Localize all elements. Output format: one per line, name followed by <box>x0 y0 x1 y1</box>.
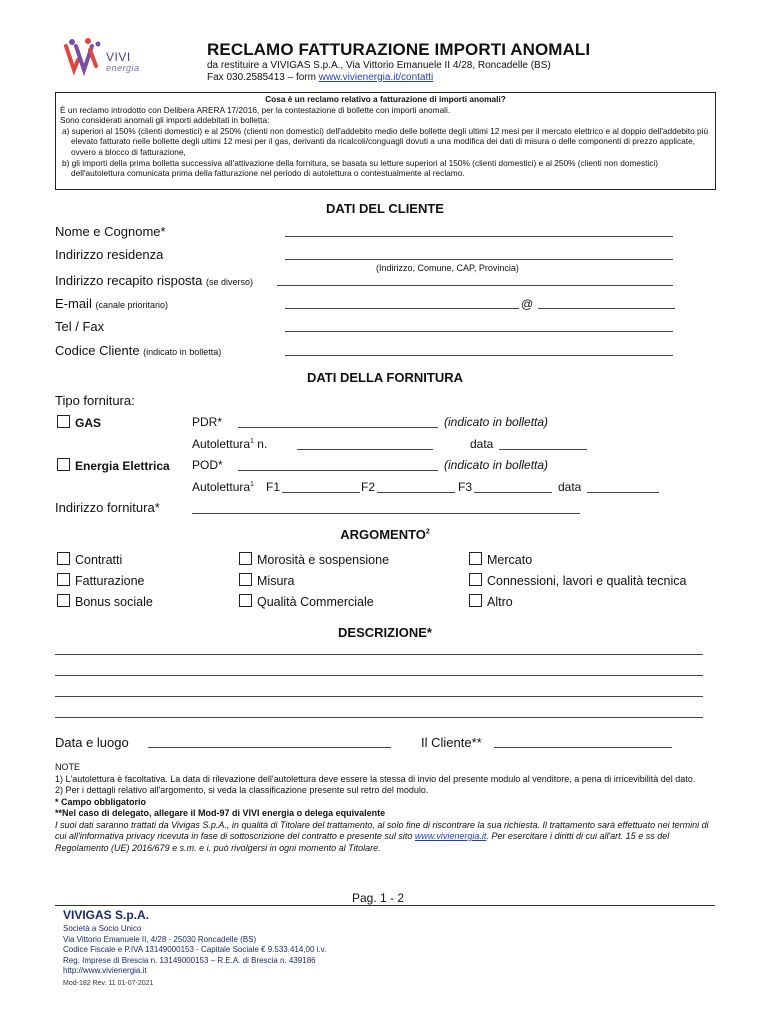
info-b: b) gli importi della prima bolletta successiva all'attivazione della fornitura, se basata su letture superiori al 150% (clienti domestici) e al 250% (clienti non domestici) dell'autolettura comunicata prima della fatturazione nel periodo di autolettura o contestualmente al reclamo. <box>62 157 659 179</box>
contact-link[interactable]: www.vivienergia.it/contatti <box>318 72 434 83</box>
email-at: @ <box>521 297 534 311</box>
gas-autolettura-label: Autolettura$^1$ n. <box>192 437 268 451</box>
nome-field[interactable] <box>285 236 673 237</box>
ee-autolettura-label: Autolettura$^1$ <box>192 480 254 494</box>
cliente-firma-field[interactable] <box>494 747 672 748</box>
indirizzo-field[interactable] <box>285 259 673 260</box>
header-subtitle: da restituire a VIVIGAS S.p.A., Via Vittorio Emanuele II 4/28, Roncadelle (BS) Fax 030.2585413 – form www.vivienergia.it/contatti <box>207 60 551 83</box>
checkbox[interactable] <box>239 594 252 607</box>
argomento-contratti[interactable]: Contratti <box>57 552 122 567</box>
tipo-label: Tipo fornitura: <box>55 393 135 408</box>
f2-field[interactable] <box>377 492 455 493</box>
section-argomento-heading: ARGOMENTO$^2$ <box>340 527 430 542</box>
section-fornitura-heading: DATI DELLA FORNITURA <box>307 370 463 385</box>
info-heading: Cosa è un reclamo relativo a fatturazione di importi anomali? <box>265 94 506 104</box>
checkbox[interactable] <box>469 573 482 586</box>
gas-data-label: data <box>470 437 494 451</box>
argomento-mercato[interactable]: Mercato <box>469 552 532 567</box>
info-p1: È un reclamo introdotto con Delibera ARERA 17/2016, per la contestazione di bollette con importi anomali. <box>60 104 451 115</box>
argomento-bonus-sociale[interactable]: Bonus sociale <box>57 594 153 609</box>
argomento-qualita-commerciale[interactable]: Qualità Commerciale <box>239 594 374 609</box>
codice-label: Codice Cliente (indicato in bolletta) <box>55 343 222 358</box>
descrizione-line-3[interactable] <box>55 696 703 697</box>
email-label: E-mail (canale prioritario) <box>55 296 168 311</box>
checkbox[interactable] <box>239 552 252 565</box>
indirizzo-label: Indirizzo residenza <box>55 247 164 262</box>
notes <box>55 762 715 854</box>
pdr-field[interactable] <box>238 427 438 428</box>
ee-option[interactable]: Energia Elettrica <box>57 458 170 473</box>
nome-label: Nome e Cognome* <box>55 224 166 239</box>
indirizzo-fornitura-field[interactable] <box>192 513 580 514</box>
tel-label: Tel / Fax <box>55 319 105 334</box>
f3-label: F3 <box>458 480 473 494</box>
indirizzo-hint: (Indirizzo, Comune, CAP, Provincia) <box>376 263 519 273</box>
checkbox[interactable] <box>57 573 70 586</box>
email-field-user[interactable] <box>285 308 519 309</box>
logo-sub: energia <box>106 63 140 73</box>
gas-option[interactable]: GAS <box>57 415 101 430</box>
footer-rule <box>55 905 715 906</box>
notes-title: NOTE <box>55 762 81 772</box>
argomento-connessioni[interactable]: Connessioni, lavori e qualità tecnica <box>469 573 686 588</box>
gas-data-field[interactable] <box>499 449 587 450</box>
note-privacy: I suoi dati saranno trattati da Vivigas S.p.A., in qualità di Titolare del trattamento, al solo fine di riscontrare la sua richiesta. Il trattamento sarà effettuato nei termini di cui all'informativa privacy ricevuta in fase di sottoscrizione del contratto e presente sul sito www.vivienergia.it. Per esercitare i diritti di cui all'art. 15 e ss del Regolamento (UE) 2016/679 e s.m. e i. può rivolgersi in ogni momento al Titolare. <box>55 819 709 853</box>
logo-word: VIVI <box>106 50 131 64</box>
argomento-fatturazione[interactable]: Fatturazione <box>57 573 144 588</box>
codice-field[interactable] <box>285 355 673 356</box>
pdr-hint: (indicato in bolletta) <box>444 415 549 429</box>
note-campo: * Campo obbligatorio <box>55 796 146 807</box>
indirizzo-fornitura-label: Indirizzo fornitura* <box>55 500 160 515</box>
module-revision: Mod-182 Rev. 11 01-07-2021 <box>63 980 154 987</box>
tel-field[interactable] <box>285 331 673 332</box>
email-field-domain[interactable] <box>538 308 675 309</box>
info-a: a) superiori al 150% (clienti domestici) e al 250% (clienti non domestici) dell'addebito medio delle bollette degli ultimi 12 mesi per il mercato elettrico e al doppio dell'addebito più elevato fatturato nelle bollette degli ultimi 12 mesi per il gas, derivanti da ricalcoli/conguagli dovuti a una modifica dei dati di misura o delle componenti di prezzo applicate, ovvero a blocco di fatturazione, <box>62 125 709 157</box>
descrizione-line-4[interactable] <box>55 717 703 718</box>
info-p2: Sono considerati anomali gli importi addebitati in bolletta: <box>60 115 270 126</box>
page-title: RECLAMO FATTURAZIONE IMPORTI ANOMALI <box>207 40 591 59</box>
page-number: Pag. 1 - 2 <box>352 891 405 905</box>
f1-field[interactable] <box>282 492 360 493</box>
note-delegato: **Nel caso di delegato, allegare il Mod-97 di VIVI energia o delega equivalente <box>55 808 386 818</box>
privacy-link[interactable]: www.vivienergia.it <box>414 831 487 841</box>
descrizione-line-2[interactable] <box>55 675 703 676</box>
gas-autolettura-field[interactable] <box>297 449 433 450</box>
argomento-altro[interactable]: Altro <box>469 594 513 609</box>
footer-info: Società a Socio Unico Via Vittorio Emanuele II, 4/28 - 25030 Roncadelle (BS) Codice Fiscale e P.IVA 13149000153 - Capitale Sociale € 9.533.414,00 i.v. Reg. Imprese di Brescia n. 13149000153 – R.E.A. di Brescia n. 439186 http://www.vivienergia.it <box>63 924 327 976</box>
note-1: 1) L'autolettura è facoltativa. La data di rilevazione dell'autolettura deve essere la stessa di invio del presente modulo al venditore, a pena di irricevibilità del dato. <box>55 773 696 784</box>
checkbox[interactable] <box>57 594 70 607</box>
pod-hint: (indicato in bolletta) <box>444 458 549 472</box>
section-descrizione-heading: DESCRIZIONE* <box>338 625 432 640</box>
f1-label: F1 <box>266 480 281 494</box>
ee-checkbox[interactable] <box>57 458 70 471</box>
info-box <box>55 92 716 190</box>
argomento-misura[interactable]: Misura <box>239 573 295 588</box>
f3-field[interactable] <box>474 492 552 493</box>
checkbox[interactable] <box>239 573 252 586</box>
checkbox[interactable] <box>469 594 482 607</box>
logo-mark-icon <box>62 36 106 80</box>
cliente-firma-label: Il Cliente** <box>421 735 482 750</box>
recapito-label: Indirizzo recapito risposta (se diverso) <box>55 273 254 288</box>
descrizione-line-1[interactable] <box>55 654 703 655</box>
footer-website[interactable]: http://www.vivienergia.it <box>63 966 147 976</box>
footer-company: VIVIGAS S.p.A. <box>63 908 150 922</box>
checkbox[interactable] <box>57 552 70 565</box>
logo <box>62 36 162 80</box>
data-luogo-field[interactable] <box>148 747 391 748</box>
argomento-morosita[interactable]: Morosità e sospensione <box>239 552 389 567</box>
ee-data-label: data <box>558 480 582 494</box>
data-luogo-label: Data e luogo <box>55 735 129 750</box>
pdr-label: PDR* <box>192 415 223 429</box>
ee-data-field[interactable] <box>587 492 659 493</box>
checkbox[interactable] <box>469 552 482 565</box>
pod-label: POD* <box>192 458 223 472</box>
f2-label: F2 <box>361 480 376 494</box>
pod-field[interactable] <box>238 470 438 471</box>
recapito-field[interactable] <box>277 285 673 286</box>
gas-checkbox[interactable] <box>57 415 70 428</box>
note-2: 2) Per i dettagli relativo all'argomento, si veda la classificazione presente sul retro del modulo. <box>55 785 429 795</box>
section-cliente-heading: DATI DEL CLIENTE <box>326 201 444 216</box>
